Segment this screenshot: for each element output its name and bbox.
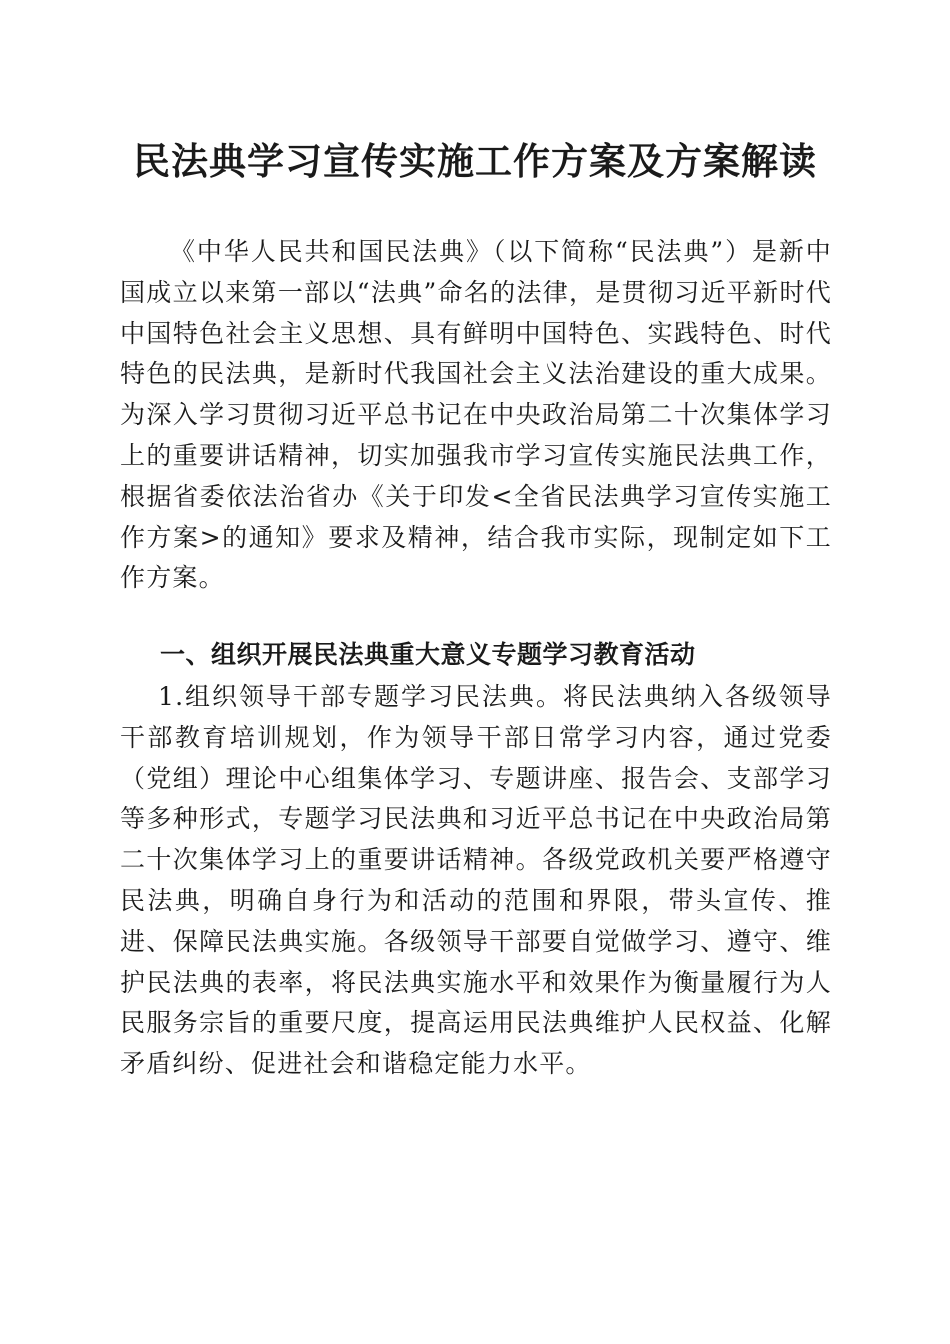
document-title: 民法典学习宣传实施工作方案及方案解读 [133,139,817,183]
intro-paragraph: 《中华人民共和国民法典》（以下简称“民法典”）是新中国成立以来第一部以“法典”命名的法律，是贯彻习近平新时代中国特色社会主义思想、具有鲜明中国特色、实践特色、时代特色的民法典，是新时代我国社会主义法治建设的重大成果。为深入学习贯彻习近平总书记在中央政治局第二十次集体学习上的重要讲话精神，切实加强我市学习宣传实施民法典工作，根据省委依法治省办《关于印发<全省民法典学习宣传实施工作方案>的通知》要求及精神，结合我市实际，现制定如下工作方案。 [120,237,832,593]
section-heading: 一、组织开展民法典重大意义专题学习教育活动 [160,640,696,669]
item-paragraph-1: 1.组织领导干部专题学习民法典。将民法典纳入各级领导干部教育培训规划，作为领导干部日常学习内容，通过党委（党组）理论中心组集体学习、专题讲座、报告会、支部学习等多种形式，专题学习民法典和习近平总书记在中央政治局第二十次集体学习上的重要讲话精神。各级党政机关要严格遵守民法典，明确自身行为和活动的范围和界限，带头宣传、推进、保障民法典实施。各级领导干部要自觉做学习、遵守、维护民法典的表率，将民法典实施水平和效果作为衡量履行为人民服务宗旨的重要尺度，提高运用民法典维护人民权益、化解矛盾纠纷、促进社会和谐稳定能力水平。 [120,682,832,1079]
